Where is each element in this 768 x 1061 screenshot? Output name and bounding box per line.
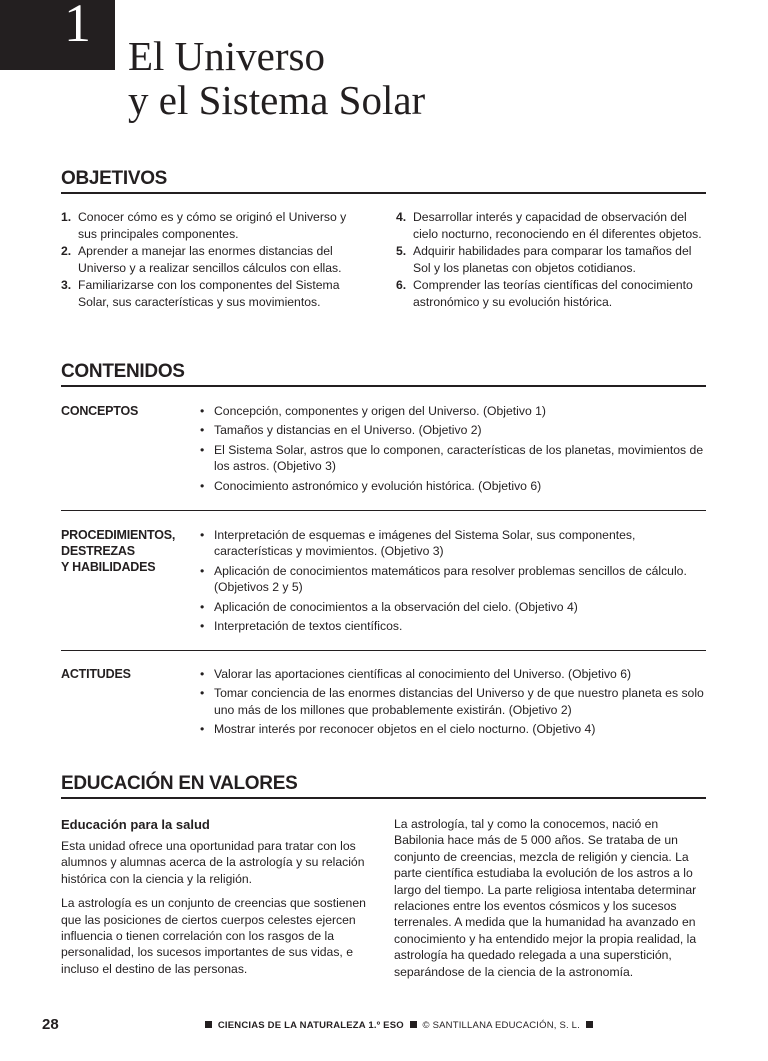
- objetivo-item: 3. Familiarizarse con los componentes del Sistema Solar, sus características y sus movimientos.: [61, 278, 340, 309]
- objetivos-left-column: [61, 209, 351, 312]
- conceptos-list: [199, 403, 709, 497]
- list-item: • Valorar las aportaciones científicas al conocimiento del Universo. (Objetivo 6): [199, 666, 709, 682]
- title-line-2: y el Sistema Solar: [128, 77, 426, 123]
- paragraph: La astrología es un conjunto de creencias que sostienen que las posiciones de ciertos cuerpos celestes ejercen influencia o tienen correlación con los rasgos de la personalidad, los sucesos importantes de sus vidas, e incluso el destino de las personas.: [61, 896, 366, 976]
- paragraph: La astrología, tal y como la conocemos, nació en Babilonia hace más de 5 000 años. Se trataba de un conjunto de creencias, mezcla de religión y ciencia. La parte científica estudiaba la evolución de los astros a lo largo del tiempo. La parte religiosa intentaba determinar relaciones entre los eventos cósmicos y los sucesos terrenales. A medida que la humanidad ha avanzado en conocimiento y ha entendido mejor la propia realidad, la astrología ha quedado relegada a una superstición, separándose de la ciencia de la astronomía.: [394, 817, 697, 979]
- square-bullet-icon: [410, 1021, 417, 1028]
- procedimientos-label: PROCEDIMIENTOS, DESTREZAS Y HABILIDADES: [61, 528, 176, 574]
- page-number: 28: [42, 1016, 59, 1033]
- actitudes-label: ACTITUDES: [61, 667, 131, 681]
- objetivo-item: 4. Desarrollar interés y capacidad de observación del cielo nocturno, reconociendo en él diferentes objetos.: [396, 210, 702, 241]
- objetivo-item: 2. Aprender a manejar las enormes distancias del Universo y a realizar sencillos cálculos con ellas.: [61, 244, 342, 275]
- procedimientos-list: [199, 527, 709, 637]
- square-bullet-icon: [586, 1021, 593, 1028]
- chapter-title: [128, 34, 425, 122]
- square-bullet-icon: [205, 1021, 212, 1028]
- paragraph: Esta unidad ofrece una oportunidad para tratar con los alumnos y alumnas acerca de la astrología y su relación histórica con la ciencia y la religión.: [61, 839, 365, 886]
- objetivos-right-column: [396, 209, 706, 312]
- divider: [61, 510, 706, 511]
- contenidos-heading: CONTENIDOS: [61, 361, 706, 387]
- objetivo-item: 6. Comprender las teorías científicas del conocimiento astronómico y su evolución histórica.: [396, 278, 693, 309]
- list-item: • Aplicación de conocimientos a la observación del cielo. (Objetivo 4): [199, 599, 709, 615]
- list-item: • Interpretación de textos científicos.: [199, 618, 709, 634]
- objetivo-item: 1. Conocer cómo es y cómo se originó el Universo y sus principales componentes.: [61, 210, 347, 241]
- actitudes-list: [199, 666, 709, 741]
- list-item: • Tamaños y distancias en el Universo. (Objetivo 2): [199, 422, 709, 438]
- list-item: • Interpretación de esquemas e imágenes del Sistema Solar, sus componentes, características y movimientos. (Objetivo 3): [199, 527, 709, 560]
- title-line-1: El Universo: [128, 33, 325, 79]
- valores-subheading: Educación para la salud: [61, 817, 210, 832]
- chapter-number-block: [0, 0, 115, 70]
- valores-right-column: [394, 816, 706, 988]
- list-item: • Conocimiento astronómico y evolución histórica. (Objetivo 6): [199, 478, 709, 494]
- valores-heading: EDUCACIÓN EN VALORES: [61, 773, 706, 799]
- objetivos-heading: OBJETIVOS: [61, 168, 706, 194]
- divider: [61, 650, 706, 651]
- list-item: • Tomar conciencia de las enormes distancias del Universo y de que nuestro planeta es solo uno más de los millones que probablemente existirán. (Objetivo 2): [199, 685, 709, 718]
- list-item: • Mostrar interés por reconocer objetos en el cielo nocturno. (Objetivo 4): [199, 721, 709, 737]
- list-item: • Concepción, componentes y origen del Universo. (Objetivo 1): [199, 403, 709, 419]
- footer-credit: [202, 1020, 596, 1031]
- chapter-number: 1: [64, 0, 91, 53]
- list-item: • Aplicación de conocimientos matemáticos para resolver problemas sencillos de cálculo. (Objetivos 2 y 5): [199, 563, 709, 596]
- conceptos-label: CONCEPTOS: [61, 404, 139, 418]
- list-item: • El Sistema Solar, astros que lo componen, características de los planetas, movimientos de los astros. (Objetivo 3): [199, 442, 709, 475]
- book-title: CIENCIAS DE LA NATURALEZA 1.º ESO: [217, 1020, 404, 1031]
- publisher: © SANTILLANA EDUCACIÓN, S. L.: [422, 1020, 580, 1031]
- objetivo-item: 5. Adquirir habilidades para comparar los tamaños del Sol y los planetas con objetos cotidianos.: [396, 244, 692, 275]
- valores-left-column: [61, 816, 379, 985]
